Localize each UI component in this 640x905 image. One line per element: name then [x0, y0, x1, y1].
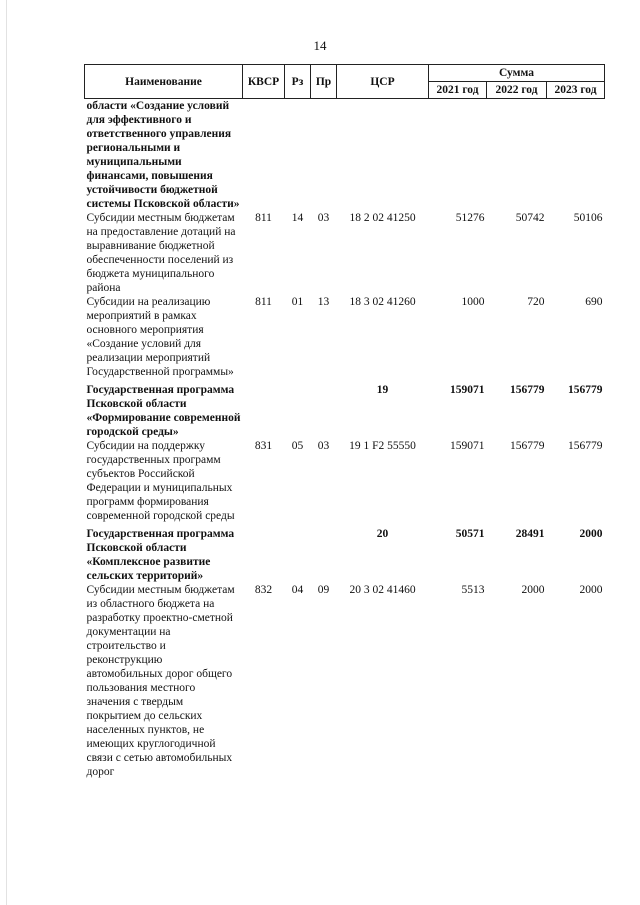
- row-name: Субсидии на реализацию мероприятий в рамках основного мероприятия «Создание условий для реализации мероприятий Государственной программы»: [86, 296, 234, 378]
- row-rz: [285, 99, 311, 212]
- row-pr: [311, 99, 337, 212]
- header-kvsr: КВСР: [243, 65, 285, 99]
- row-2021: 159071: [450, 384, 485, 396]
- row-csr: 18 3 02 41260: [349, 296, 416, 308]
- row-pr: 09: [317, 584, 330, 596]
- row-kvsr: 811: [255, 296, 272, 308]
- row-pr: [311, 523, 337, 583]
- row-2023: 690: [585, 296, 603, 308]
- row-2023: [547, 99, 605, 212]
- row-pr: 03: [317, 212, 330, 224]
- row-pr: 13: [317, 296, 330, 308]
- header-rz: Рз: [285, 65, 311, 99]
- row-2022: 28491: [515, 528, 545, 540]
- table-row: [85, 99, 605, 212]
- row-kvsr: 831: [254, 440, 273, 452]
- row-2021: 51276: [455, 212, 485, 224]
- budget-table: [84, 64, 605, 779]
- scan-edge: [6, 0, 7, 905]
- row-2022: 720: [527, 296, 545, 308]
- row-2021: 5513: [461, 584, 485, 596]
- row-rz: 14: [291, 212, 304, 224]
- row-csr: 18 2 02 41250: [349, 212, 416, 224]
- table-row: [85, 523, 605, 583]
- table-row: [85, 295, 605, 379]
- table-row: [85, 439, 605, 523]
- row-kvsr: [243, 379, 285, 439]
- row-rz: [285, 379, 311, 439]
- row-pr: 03: [317, 440, 330, 452]
- row-kvsr: [243, 523, 285, 583]
- header-2022: 2022 год: [487, 82, 547, 99]
- header-row-top: [85, 65, 605, 82]
- row-kvsr: 811: [255, 212, 272, 224]
- row-2022: 50742: [515, 212, 545, 224]
- row-name: Государственная программа Псковской области «Формирование современной городской среды»: [86, 384, 241, 438]
- row-rz: 05: [291, 440, 304, 452]
- row-2021: 159071: [450, 440, 485, 452]
- row-rz: 01: [291, 296, 304, 308]
- row-csr: 20 3 02 41460: [349, 584, 416, 596]
- row-2021: 1000: [461, 296, 485, 308]
- row-name: Субсидии местным бюджетам из областного бюджета на разработку проектно-сметной документации на строительство и реконструкцию автомобильных дорог общего пользования местного значения с твердым покрытием до сельских населенных пунктов, не имеющих круглогодичной связи с сетью автомобильных дорог: [86, 584, 235, 778]
- row-pr: [311, 379, 337, 439]
- row-name: Субсидии местным бюджетам на предоставление дотаций на выравнивание бюджетной обеспеченности поселений из бюджета муниципального района: [86, 212, 236, 294]
- row-kvsr: 832: [254, 584, 273, 596]
- row-csr: 19: [376, 384, 389, 396]
- header-name: Наименование: [85, 65, 243, 99]
- row-2023: 156779: [568, 440, 603, 452]
- table-row: [85, 379, 605, 439]
- row-2023: 156779: [568, 384, 603, 396]
- page-number: 14: [313, 38, 327, 53]
- header-sum: Сумма: [429, 65, 605, 82]
- row-2023: 2000: [579, 584, 603, 596]
- row-2021: [429, 99, 487, 212]
- row-name: Субсидии на поддержку государственных программ субъектов Российской Федерации и муниципальных программ формирования современной городской среды: [86, 440, 235, 522]
- row-name: Государственная программа Псковской области «Комплексное развитие сельских территорий»: [86, 528, 235, 582]
- header-2023: 2023 год: [547, 82, 605, 99]
- row-csr: [337, 99, 429, 212]
- row-2022: 156779: [510, 440, 545, 452]
- row-csr: 20: [376, 528, 389, 540]
- row-csr: 19 1 F2 55550: [349, 440, 416, 452]
- row-2022: [487, 99, 547, 212]
- row-2022: 156779: [510, 384, 545, 396]
- row-2021: 50571: [455, 528, 485, 540]
- header-csr: ЦСР: [337, 65, 429, 99]
- row-2023: 2000: [579, 528, 603, 540]
- row-rz: 04: [291, 584, 304, 596]
- header-2021: 2021 год: [429, 82, 487, 99]
- row-2023: 50106: [573, 212, 603, 224]
- row-kvsr: [243, 99, 285, 212]
- row-2022: 2000: [521, 584, 545, 596]
- row-rz: [285, 523, 311, 583]
- table-row: [85, 211, 605, 295]
- row-name: области «Создание условий для эффективного и ответственного управления региональными и муниципальными финансами, повышения устойчивости бюджетной системы Псковской области»: [86, 100, 240, 210]
- table-row: [85, 583, 605, 779]
- header-pr: Пр: [311, 65, 337, 99]
